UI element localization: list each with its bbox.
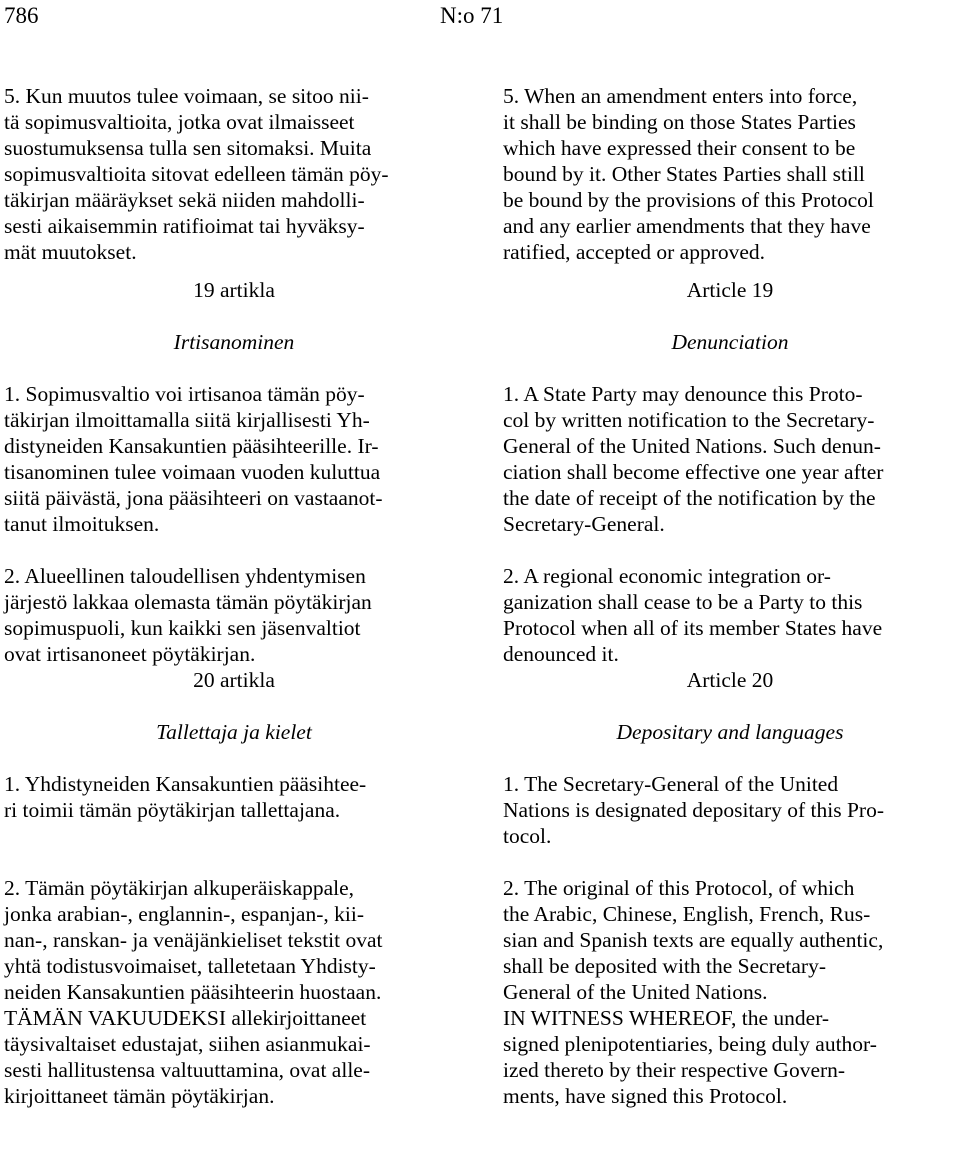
issue-number: N:o 71 <box>440 3 504 28</box>
article-19-title: Irtisanominen <box>173 330 295 354</box>
article-20-paragraph-2: 2. The original of this Protocol, of which the Arabic, Chinese, English, French, Rus- sian and Spanish texts are equally authentic, shall be deposited with the Secretary- General of the United Nations. <box>503 876 884 1004</box>
article-19-paragraph-2: 2. Alueellinen taloudellisen yhdentymisen järjestö lakkaa olemasta tämän pöytäkirjan sopimuspuoli, kun kaikki sen jäsenvaltiot ovat irtisanoneet pöytäkirjan. <box>4 564 372 666</box>
article-19-title: Denunciation <box>671 330 789 354</box>
article-19-heading: 19 artikla <box>193 278 275 302</box>
page-number: 786 <box>4 3 39 28</box>
article-19-paragraph-2: 2. A regional economic integration or- ganization shall cease to be a Party to this Protocol when all of its member States have denounced it. <box>503 564 883 666</box>
witness-clause: IN WITNESS WHEREOF, the under- signed plenipotentiaries, being duly author- ized thereto by their respective Govern- ments, have signed this Protocol. <box>503 1006 877 1108</box>
article-20-paragraph-2: 2. Tämän pöytäkirjan alkuperäiskappale, jonka arabian-, englannin-, espanjan-, kii- nan-, ranskan- ja venäjänkieliset tekstit ovat yhtä todistusvoimaiset, talletetaan Yhdisty- neiden Kansakuntien pääsihteerin huostaan. <box>4 876 383 1004</box>
article-20-title: Tallettaja ja kielet <box>156 720 312 744</box>
article-20-heading: 20 artikla <box>193 668 275 692</box>
article-20-paragraph-1: 1. The Secretary-General of the United Nations is designated depositary of this Pro- tocol. <box>503 772 884 848</box>
witness-clause: TÄMÄN VAKUUDEKSI allekirjoittaneet täysivaltaiset edustajat, siihen asianmukai- sesti hallitustensa valtuuttamina, ovat alle- kirjoittaneet tämän pöytäkirjan. <box>4 1006 371 1108</box>
amendment-paragraph: 5. Kun muutos tulee voimaan, se sitoo nii- tä sopimusvaltioita, jotka ovat ilmaisseet suostumuksensa tulla sen sitomaksi. Muita sopimusvaltioita sitovat edelleen tämän pöy- täkirjan määräykset sekä niiden mahdolli- sesti aikaisemmin ratifioimat tai hyväksy- mät muutokset. <box>4 84 389 264</box>
english-column <box>503 83 957 1109</box>
page-header <box>0 0 960 40</box>
article-19-paragraph-1: 1. A State Party may denounce this Proto- col by written notification to the Secretary- General of the United Nations. Such denun- ciation shall become effective one year after the date of receipt of the notification by the Secretary-General. <box>503 382 884 536</box>
finnish-column <box>4 83 464 1109</box>
article-20-title: Depositary and languages <box>616 720 844 744</box>
amendment-paragraph: 5. When an amendment enters into force, it shall be binding on those States Parties which have expressed their consent to be bound by it. Other States Parties shall still be bound by the provisions of this Protocol and any earlier amendments that they have ratified, accepted or approved. <box>503 84 874 264</box>
article-19-heading: Article 19 <box>686 278 774 302</box>
article-20-heading: Article 20 <box>686 668 774 692</box>
article-19-paragraph-1: 1. Sopimusvaltio voi irtisanoa tämän pöy- täkirjan ilmoittamalla siitä kirjallisesti Yh- distyneiden Kansakuntien pääsihteerille. Ir- tisanominen tulee voimaan vuoden kuluttua siitä päivästä, jona pääsihteeri on vastaanot- tanut ilmoituksen. <box>4 382 383 536</box>
article-20-paragraph-1: 1. Yhdistyneiden Kansakuntien pääsihtee- ri toimii tämän pöytäkirjan tallettajana. <box>4 772 367 822</box>
